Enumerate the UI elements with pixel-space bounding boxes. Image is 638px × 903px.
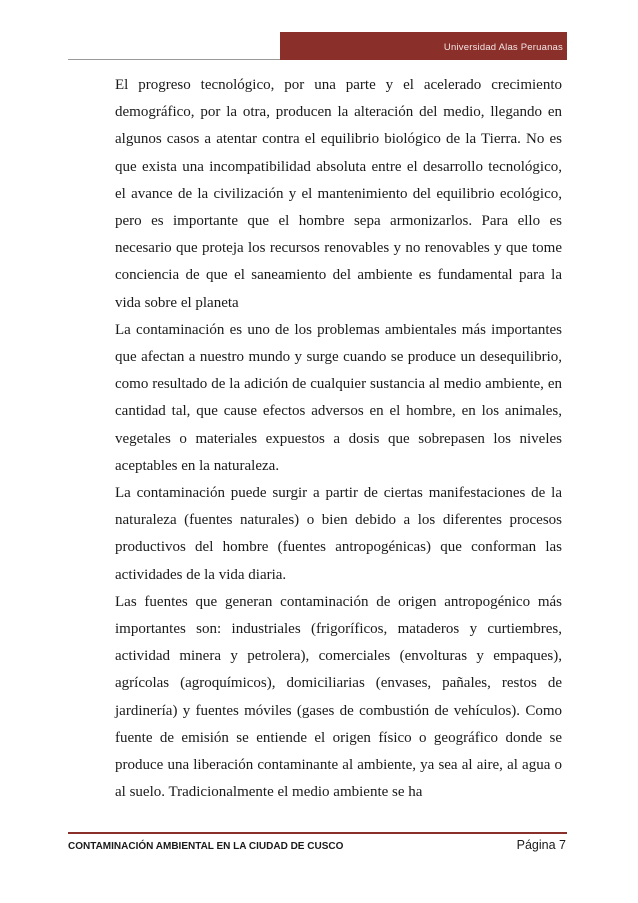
header-title: Universidad Alas Peruanas — [443, 42, 563, 53]
paragraph: El progreso tecnológico, por una parte y el acelerado crecimiento demográfico, por la otra, producen la alteración del medio, llegando en algunos casos a atentar contra el equilibrio biológico de la Tierra. No es que exista una incompatibilidad absoluta entre el desarrollo tecnológico, el avance de la civilización y el mantenimiento del equilibrio ecológico, pero es importante que el hombre sepa armonizarlos. Para ello es necesario que proteja los recursos renovables y no renovables y que tome conciencia de que el saneamiento del ambiente es fundamental para la vida sobre el planeta — [115, 77, 562, 311]
body-text — [115, 72, 562, 806]
paragraph: La contaminación puede surgir a partir de ciertas manifestaciones de la naturaleza (fuentes naturales) o bien debido a los diferentes procesos productivos del hombre (fuentes antropogénicas) que conforman las actividades de la vida diaria. — [115, 485, 562, 583]
paragraph: Las fuentes que generan contaminación de origen antropogénico más importantes son: industriales (frigoríficos, mataderos y curtiembres, actividad minera y petrolera), comerciales (envolturas y empaques), agrícolas (agroquímicos), domiciliarias (envases, pañales, restos de jardinería) y fuentes móviles (gases de combustión de vehículos). Como fuente de emisión se entiende el origen físico o geográfico donde se produce una liberación contaminante al ambiente, ya sea al aire, al agua o al suelo. Tradicionalmente el medio ambiente se ha — [115, 593, 562, 801]
footer-rule — [68, 832, 567, 834]
footer-document-title: CONTAMINACIÓN AMBIENTAL EN LA CIUDAD DE CUSCO — [68, 841, 344, 852]
page-number: Página 7 — [516, 838, 566, 852]
header-rule — [68, 59, 280, 60]
paragraph: La contaminación es uno de los problemas ambientales más importantes que afectan a nuestro mundo y surge cuando se produce un desequilibrio, como resultado de la adición de cualquier sustancia al medio ambiente, en cantidad tal, que cause efectos adversos en el hombre, en los animales, vegetales o materiales expuestos a dosis que sobrepasen los niveles aceptables en la naturaleza. — [115, 321, 562, 474]
